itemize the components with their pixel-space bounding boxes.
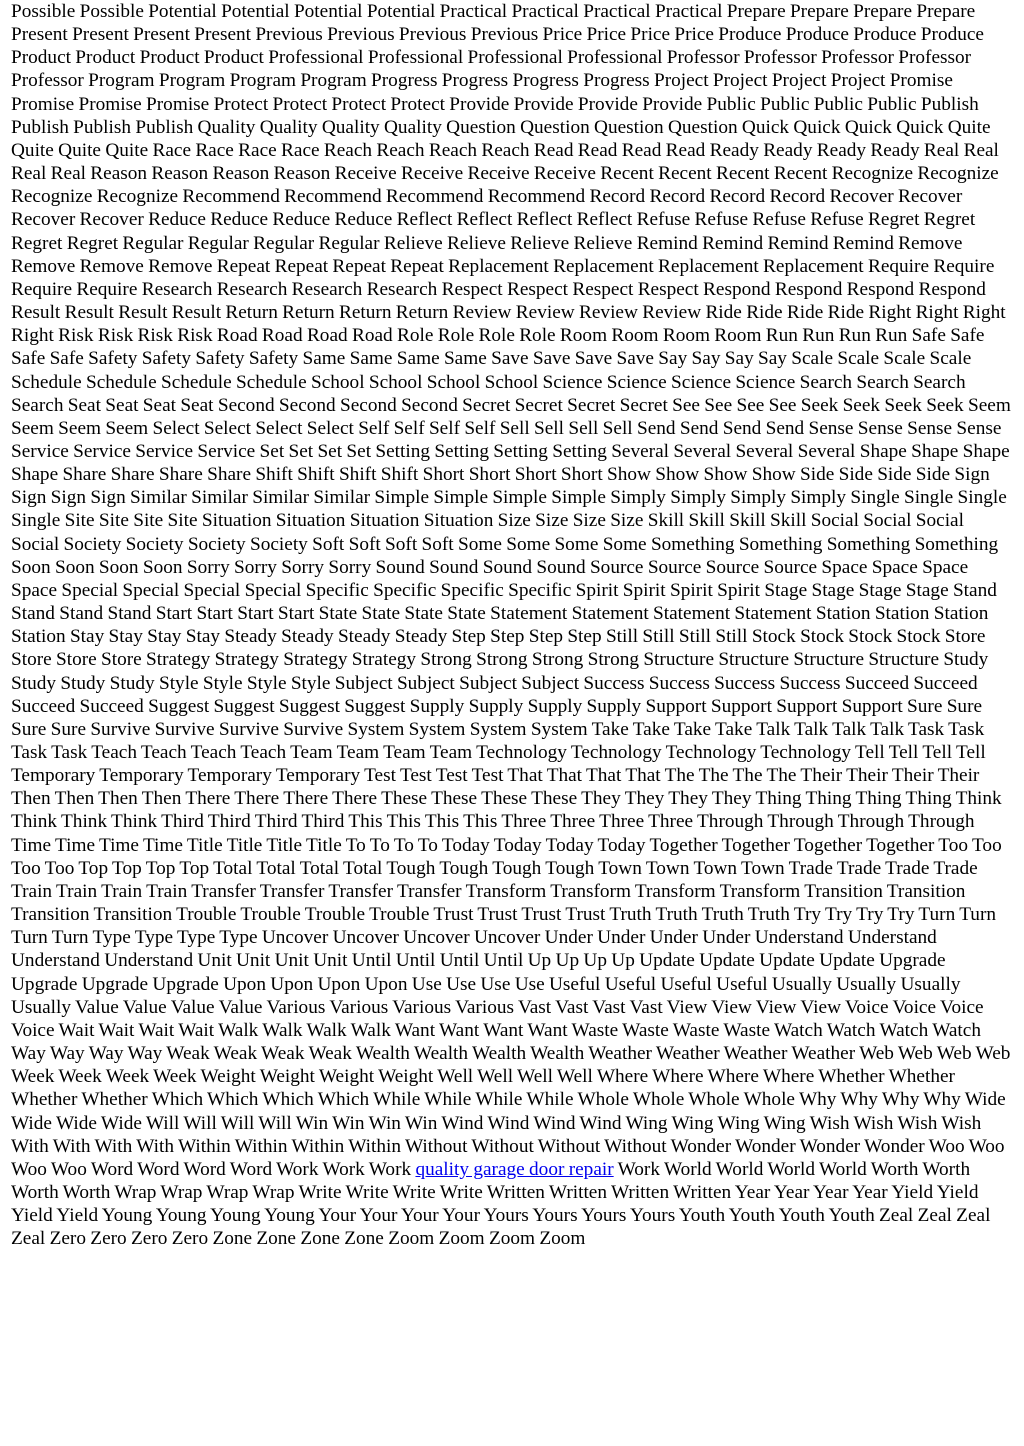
body-text-before-link: Possible Possible Potential Potential Potential Potential Practical Practical Practical Practical Prepare Prepare Prepare Prepare Present Present Present Present Previous Previous Previous Previous Price Price Price Price Produce Produce Produce Produce Product Product Product Product Professional Professional Professional Professional Professor Professor Professor Professor Professor Program Program Program Program Progress Progress Progress Progress Project Project Project Project Promise Promise Promise Promise Protect Protect Protect Protect Provide Provide Provide Provide Public Public Public Public Publish Publish Publish Publish Quality Quality Quality Quality Question Question Question Question Quick Quick Quick Quick Quite Quite Quite Quite Race Race Race Race Reach Reach Reach Reach Read Read Read Read Ready Ready Ready Ready Real Real Real Real Reason Reason Reason Reason Receive Receive Receive Receive Recent Recent Recent Recent Recognize Recognize Recognize Recognize Recommend Recommend Recommend Recommend Record Record Record Record Recover Recover Recover Recover Reduce Reduce Reduce Reduce Reflect Reflect Reflect Reflect Refuse Refuse Refuse Refuse Regret Regret Regret Regret Regular Regular Regular Regular Relieve Relieve Relieve Relieve Remind Remind Remind Remind Remove Remove Remove Remove Repeat Repeat Repeat Repeat Replacement Replacement Replacement Replacement Require Require Require Require Research Research Research Research Respect Respect Respect Respect Respond Respond Respond Respond Result Result Result Result Return Return Return Return Review Review Review Review Ride Ride Ride Ride Right Right Right Right Risk Risk Risk Risk Road Road Road Road Role Role Role Role Room Room Room Room Run Run Run Run Safe Safe Safe Safe Safety Safety Safety Safety Same Same Same Same Save Save Save Save Say Say Say Say Scale Scale Scale Scale Schedule Schedule Schedule Schedule School School School School Science Science Science Science Search Search Search Search Seat Seat Seat Seat Second Second Second Second Secret Secret Secret Secret See See See See Seek Seek Seek Seek Seem Seem Seem Seem Select Select Select Select Self Self Self Self Sell Sell Sell Sell Send Send Send Send Sense Sense Sense Sense Service Service Service Service Set Set Set Set Setting Setting Setting Setting Several Several Several Several Shape Shape Shape Shape Share Share Share Share Shift Shift Shift Shift Short Short Short Short Show Show Show Show Side Side Side Side Sign Sign Sign Sign Similar Similar Similar Similar Simple Simple Simple Simple Simply Simply Simply Simply Single Single Single Single Site Site Site Site Situation Situation Situation Situation Size Size Size Size Skill Skill Skill Skill Social Social Social Social Society Society Society Society Soft Soft Soft Soft Some Some Some Some Something Something Something Something Soon Soon Soon Soon Sorry Sorry Sorry Sorry Sound Sound Sound Sound Source Source Source Source Space Space Space Space Special Special Special Special Specific Specific Specific Specific Spirit Spirit Spirit Spirit Stage Stage Stage Stage Stand Stand Stand Stand Start Start Start Start State State State State Statement Statement Statement Statement Station Station Station Station Stay Stay Stay Stay Steady Steady Steady Steady Step Step Step Step Still Still Still Still Stock Stock Stock Stock Store Store Store Store Strategy Strategy Strategy Strategy Strong Strong Strong Strong Structure Structure Structure Structure Study Study Study Study Style Style Style Style Subject Subject Subject Subject Success Success Success Success Succeed Succeed Succeed Succeed Suggest Suggest Suggest Suggest Supply Supply Supply Supply Support Support Support Support Sure Sure Sure Sure Survive Survive Survive Survive System System System System Take Take Take Take Talk Talk Talk Talk Task Task Task Task Teach Teach Teach Teach Team Team Team Team Technology Technology Technology Technology Tell Tell Tell Tell Temporary Temporary Temporary Temporary Test Test Test Test That That That That The The The The Their Their Their Their Then Then Then Then There There There There These These These These They They They They Thing Thing Thing Thing Think Think Think Think Third Third Third Third This This This This Three Three Three Three Through Through Through Through Time Time Time Time Title Title Title Title To To To To Today Today Today Today Together Together Together Together Too Too Too Too Top Top Top Top Total Total Total Total Tough Tough Tough Tough Town Town Town Town Trade Trade Trade Trade Train Train Train Train Transfer Transfer Transfer Transfer Transform Transform Transform Transform Transition Transition Transition Transition Trouble Trouble Trouble Trouble Trust Trust Trust Trust Truth Truth Truth Truth Try Try Try Try Turn Turn Turn Turn Type Type Type Type Uncover Uncover Uncover Uncover Under Under Under Under Understand Understand Understand Understand Unit Unit Unit Unit Until Until Until Until Up Up Up Up Update Update Update Update Upgrade Upgrade Upgrade Upgrade Upon Upon Upon Upon Use Use Use Use Useful Useful Useful Useful Usually Usually Usually Usually Value Value Value Value Various Various Various Various Vast Vast Vast Vast View View View View Voice Voice Voice Voice Wait Wait Wait Wait Walk Walk Walk Walk Want Want Want Want Waste Waste Waste Waste Watch Watch Watch Watch Way Way Way Way Weak Weak Weak Weak Wealth Wealth Wealth Wealth Weather Weather Weather Weather Web Web Web Web Week Week Week Week Weight Weight Weight Weight Well Well Well Well Where Where Where Where Whether Whether Whether Whether Which Which Which Which While While While While Whole Whole Whole Whole Why Why Why Why Wide Wide Wide Wide Will Will Will Will Win Win Win Win Wind Wind Wind Wind Wing Wing Wing Wing Wish Wish Wish Wish With With With With Within Within Within Within Without Without Without Without Wonder Wonder Wonder Wonder Woo Woo Woo Woo Word Word Word Word Work Work Work (11, 1, 1011, 1180)
inline-link[interactable]: quality garage door repair (415, 1158, 614, 1180)
body-text-after-link: Work World World World World Worth Worth Worth Worth Wrap Wrap Wrap Wrap Write Write Write Write Written Written Written Written Year Year Year Year Yield Yield Yield Yield Young Young Young Young Your Your Your Your Yours Yours Yours Yours Youth Youth Youth Youth Zeal Zeal Zeal Zeal Zero Zero Zero Zero Zone Zone Zone Zone Zoom Zoom Zoom Zoom (11, 1158, 991, 1250)
